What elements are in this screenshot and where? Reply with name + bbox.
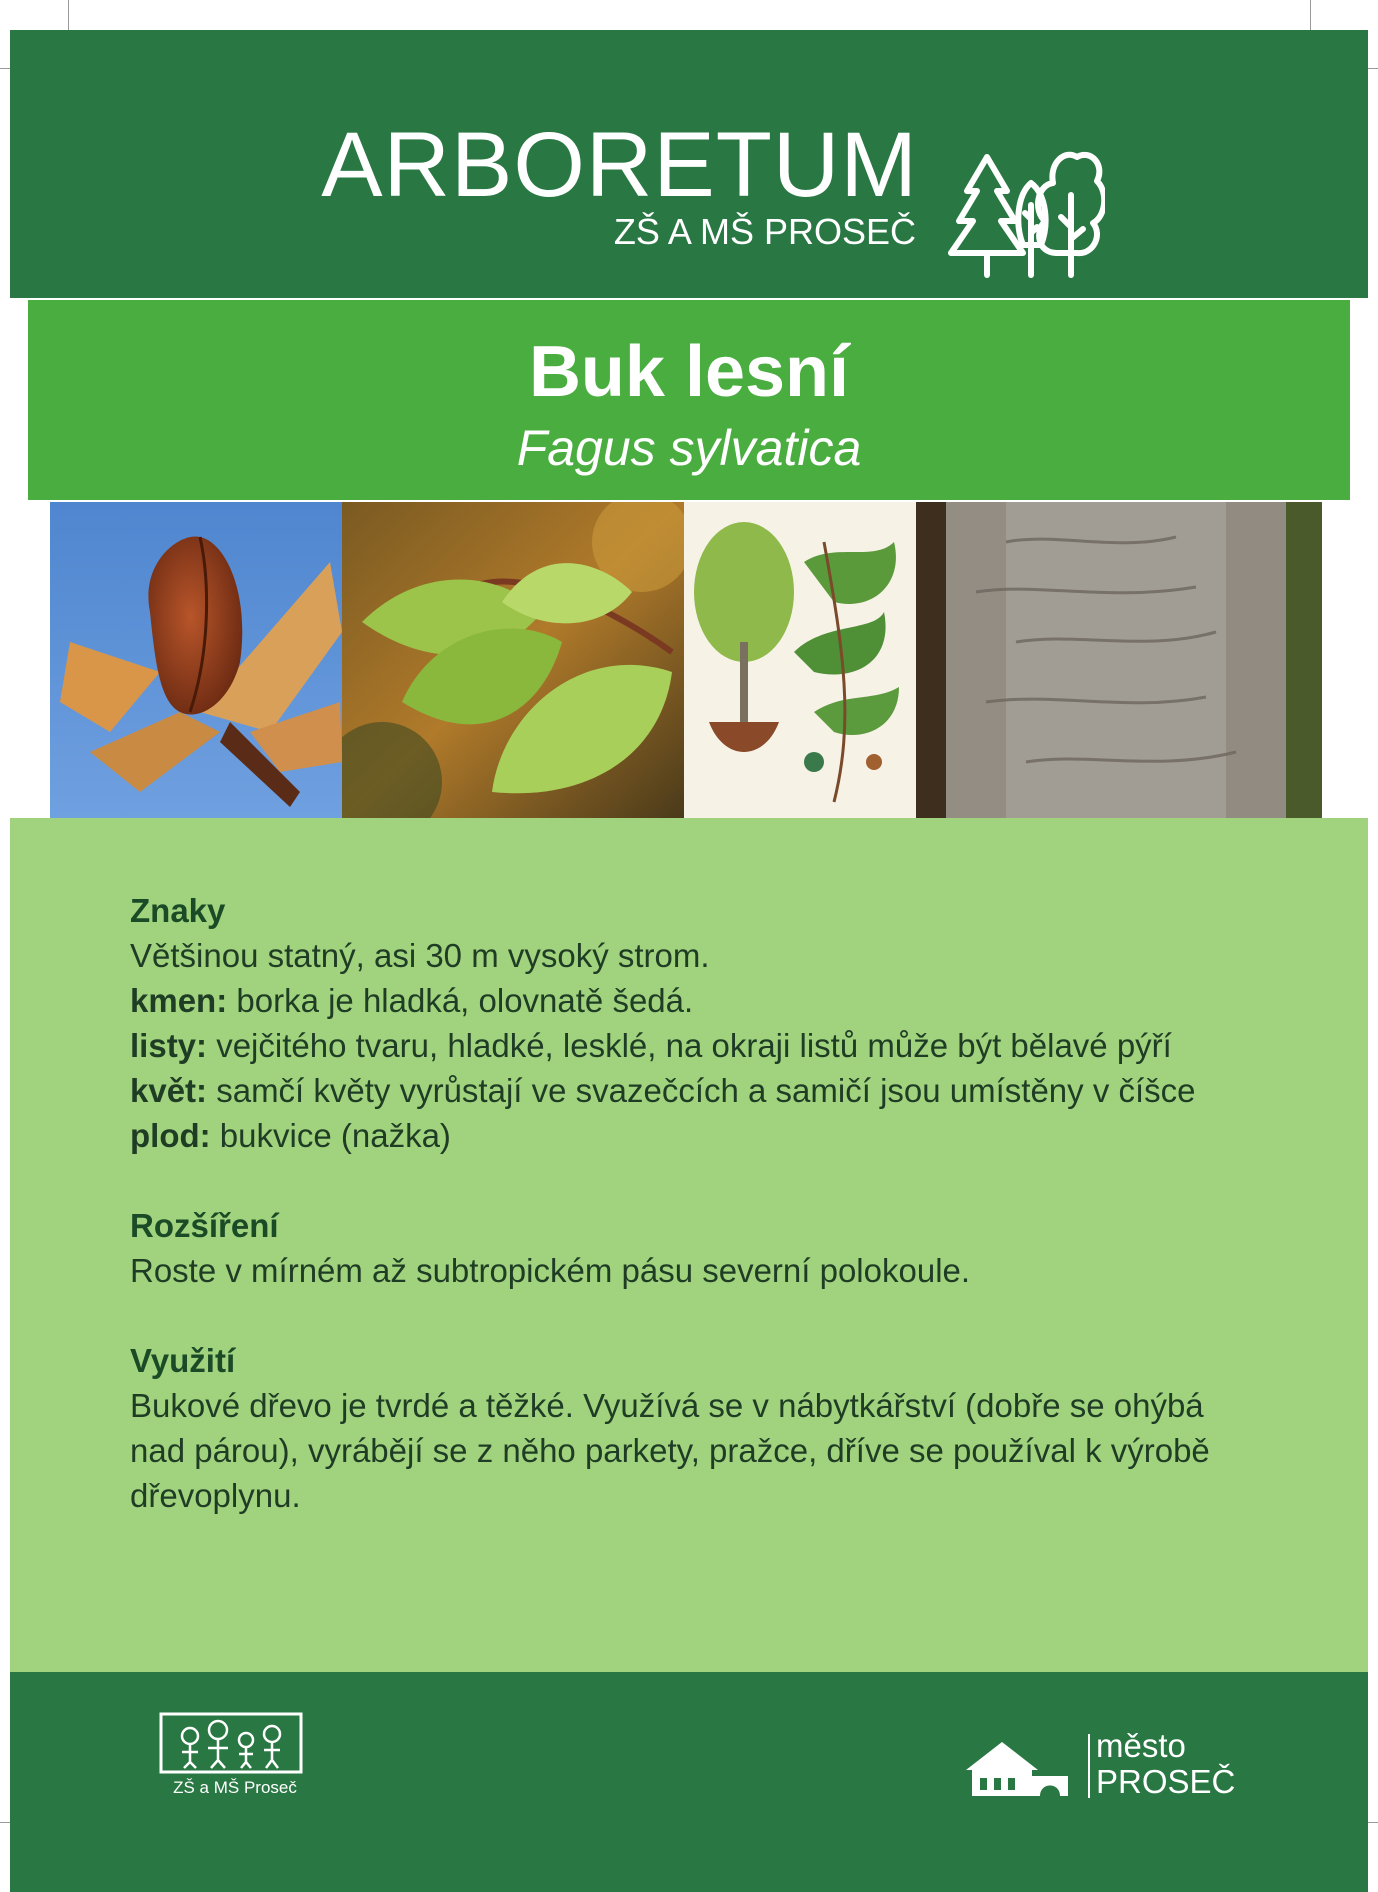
section-text-line: Bukové dřevo je tvrdé a těžké. Využívá se v nábytkářství (dobře se ohýbá <box>130 1387 1204 1424</box>
beech-nut-photo <box>50 502 342 818</box>
section-text-line: nad párou), vyrábějí se z něho parkety, pražce, dříve se používal k výrobě <box>130 1432 1210 1469</box>
section-heading: Rozšíření <box>130 1207 279 1244</box>
town-word-prosec: PROSEČ <box>1096 1763 1236 1800</box>
section-vyuziti <box>130 1338 1290 1518</box>
town-logo-icon <box>962 1736 1072 1800</box>
feature-line <box>130 1023 1290 1068</box>
feature-text: borka je hladká, olovnatě šedá. <box>227 982 694 1019</box>
species-name: Buk lesní <box>528 332 850 412</box>
description-text <box>130 888 1290 1563</box>
feature-text: bukvice (nažka) <box>210 1117 451 1154</box>
section-rozsireni <box>130 1203 1290 1293</box>
beech-bark-photo <box>916 502 1322 818</box>
section-text: Roste v mírném až subtropickém pásu severní polokoule. <box>130 1252 971 1289</box>
species-latin-name: Fagus sylvatica <box>516 420 862 476</box>
beech-leaves-photo <box>342 502 684 818</box>
feature-line <box>130 1068 1290 1113</box>
feature-line <box>130 1113 1290 1158</box>
feature-text: vejčitého tvaru, hladké, lesklé, na okraji listů může být bělavé pýří <box>207 1027 1172 1064</box>
feature-label: kmen: <box>130 982 228 1019</box>
content-panel <box>10 818 1368 1672</box>
feature-label: listy: <box>130 1027 208 1064</box>
species-title-band <box>28 300 1350 500</box>
section-heading: Znaky <box>130 892 226 929</box>
feature-label: plod: <box>130 1117 211 1154</box>
intro-line: Většinou statný, asi 30 m vysoký strom. <box>130 937 710 974</box>
section-znaky <box>130 888 1290 1158</box>
school-subtitle: ZŠ A MŠ PROSEČ <box>613 211 916 252</box>
school-caption: ZŠ a MŠ Proseč <box>173 1778 297 1797</box>
town-divider <box>1088 1734 1090 1798</box>
footer-band <box>10 1672 1368 1892</box>
arboretum-title: ARBORETUM <box>321 114 918 216</box>
header-band <box>10 30 1368 298</box>
feature-text: samčí květy vyrůstají ve svazečcích a samičí jsou umístěny v číšce <box>207 1072 1196 1109</box>
feature-label: květ: <box>130 1072 208 1109</box>
photo-strip <box>50 502 1322 818</box>
trees-icon <box>945 135 1105 285</box>
section-text-line: dřevoplynu. <box>130 1477 301 1514</box>
botanical-illustration <box>684 502 916 818</box>
town-word-mesto: město <box>1096 1727 1186 1764</box>
section-heading: Využití <box>130 1342 236 1379</box>
feature-line <box>130 978 1290 1023</box>
